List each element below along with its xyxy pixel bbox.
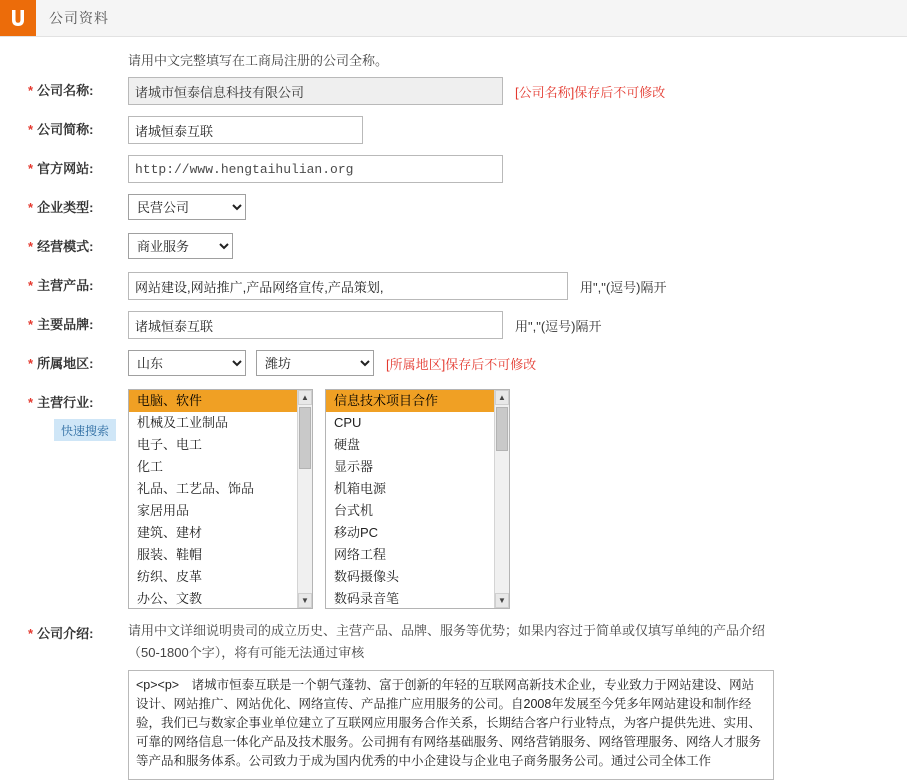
company-type-row <box>0 194 907 222</box>
region-label: * 所属地区: <box>28 356 94 371</box>
main-products-note: 用","(逗号)隔开 <box>580 279 667 295</box>
scrollbar-thumb[interactable] <box>496 407 508 451</box>
main-brands-note: 用","(逗号)隔开 <box>515 318 602 334</box>
introduction-textarea[interactable] <box>128 670 774 780</box>
short-name-row <box>0 116 907 144</box>
short-name-label: * 公司简称: <box>28 122 94 137</box>
website-label: * 官方网站: <box>28 161 94 176</box>
industry-subcategory-items <box>326 390 494 608</box>
city-select[interactable] <box>256 350 374 376</box>
company-name-note: [公司名称]保存后不可修改 <box>515 84 666 100</box>
list-item[interactable]: 数码摄像头 <box>334 569 400 584</box>
business-mode-select[interactable] <box>128 233 233 259</box>
required-star: * <box>28 278 34 293</box>
main-products-label: * 主营产品: <box>28 278 94 293</box>
required-star: * <box>28 161 34 176</box>
industry-category-listbox[interactable] <box>128 389 313 609</box>
required-star: * <box>28 122 34 137</box>
introduction-row <box>0 620 907 783</box>
list-item[interactable]: 办公、文教 <box>137 591 203 606</box>
required-star: * <box>28 200 34 215</box>
required-star: * <box>28 317 34 332</box>
introduction-hint-line2: （50-1800个字），将有可能无法通过审核 <box>128 645 365 660</box>
list-item[interactable]: 电脑、软件 <box>129 390 297 412</box>
company-type-select[interactable] <box>128 194 246 220</box>
scroll-down-icon[interactable]: ▼ <box>495 593 509 608</box>
list-item[interactable]: 纺织、皮革 <box>137 569 203 584</box>
company-name-hint-row <box>0 51 907 71</box>
list-item[interactable]: 台式机 <box>334 503 374 518</box>
scroll-down-icon[interactable]: ▼ <box>298 593 312 608</box>
list-item[interactable]: 礼品、工艺品、饰品 <box>137 481 255 496</box>
list-item[interactable]: 硬盘 <box>334 437 361 452</box>
page-title: 公司资料 <box>49 10 109 26</box>
main-brands-label: * 主要品牌: <box>28 317 94 332</box>
business-mode-row <box>0 233 907 261</box>
company-name-input[interactable] <box>128 77 503 105</box>
company-type-label: * 企业类型: <box>28 200 94 215</box>
list-item[interactable]: 化工 <box>137 459 164 474</box>
region-row <box>0 350 907 378</box>
main-products-row <box>0 272 907 300</box>
region-note: [所属地区]保存后不可修改 <box>386 356 537 372</box>
quick-search-button[interactable]: 快速搜索 <box>54 419 116 441</box>
introduction-label: * 公司介绍: <box>28 626 94 641</box>
industry-subcategory-scrollbar[interactable] <box>494 390 509 608</box>
list-item[interactable]: 网络工程 <box>334 547 387 562</box>
company-name-label: * 公司名称: <box>28 83 94 98</box>
main-brands-row <box>0 311 907 339</box>
company-name-row <box>0 77 907 105</box>
province-select[interactable] <box>128 350 246 376</box>
industry-category-scrollbar[interactable] <box>297 390 312 608</box>
industry-row <box>0 389 907 609</box>
list-item[interactable]: 信息技术项目合作 <box>326 390 494 412</box>
company-name-hint: 请用中文完整填写在工商局注册的公司全称。 <box>128 53 389 68</box>
scroll-up-icon[interactable]: ▲ <box>495 390 509 405</box>
list-item[interactable]: 机械及工业制品 <box>137 415 229 430</box>
website-row <box>0 155 907 183</box>
industry-subcategory-listbox[interactable] <box>325 389 510 609</box>
list-item[interactable]: 机箱电源 <box>334 481 387 496</box>
list-item[interactable]: 电子、电工 <box>137 437 203 452</box>
short-name-input[interactable] <box>128 116 363 144</box>
required-star: * <box>28 83 34 98</box>
main-products-input[interactable] <box>128 272 568 300</box>
top-bar <box>0 0 907 37</box>
list-item[interactable]: 显示器 <box>334 459 374 474</box>
required-star: * <box>28 395 34 410</box>
list-item[interactable]: 服装、鞋帽 <box>137 547 203 562</box>
business-mode-label: * 经营模式: <box>28 239 94 254</box>
scrollbar-thumb[interactable] <box>299 407 311 469</box>
industry-category-items <box>129 390 297 608</box>
company-profile-form <box>0 37 907 783</box>
list-item[interactable]: CPU <box>334 415 362 430</box>
scroll-up-icon[interactable]: ▲ <box>298 390 312 405</box>
industry-label: * 主营行业: <box>28 395 94 410</box>
list-item[interactable]: 移动PC <box>334 525 379 540</box>
website-input[interactable] <box>128 155 503 183</box>
required-star: * <box>28 239 34 254</box>
list-item[interactable]: 数码录音笔 <box>334 591 400 606</box>
company-logo-icon <box>0 0 36 36</box>
list-item[interactable]: 家居用品 <box>137 503 190 518</box>
introduction-hint-line1: 请用中文详细说明贵司的成立历史、主营产品、品牌、服务等优势；如果内容过于简单或仅填写单纯的产品介绍 <box>128 623 766 638</box>
list-item[interactable]: 建筑、建材 <box>137 525 203 540</box>
required-star: * <box>28 626 34 641</box>
main-brands-input[interactable] <box>128 311 503 339</box>
required-star: * <box>28 356 34 371</box>
